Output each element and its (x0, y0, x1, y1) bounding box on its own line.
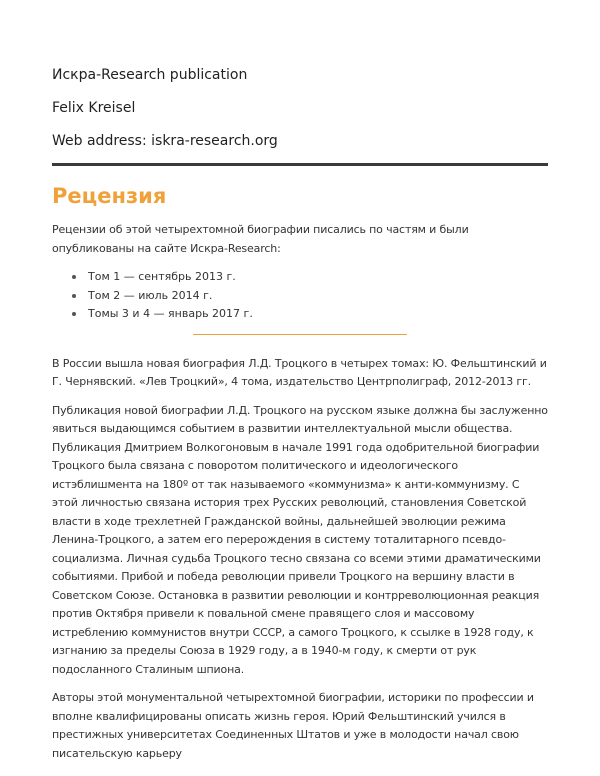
bullet-icon (72, 275, 76, 279)
list-item (72, 268, 548, 287)
body-paragraph: Авторы этой монументальной четырехтомной биографии, историки по профессии и вполне квалифицированы описать жизнь героя. Юрий Фельштинский учился в престижных университетах Соединенных Штатов и уже в молодости начал свою писательскую карьеру (52, 691, 534, 760)
publication-name: Искра-Research publication (52, 67, 248, 83)
body-paragraph: В России вышла новая биография Л.Д. Троцкого в четырех томах: Ю. Фельштинский и Г. Чернявский. «Лев Троцкий», 4 тома, издательство Центрполиграф, 2012-2013 гг. (52, 356, 547, 388)
header-divider (52, 163, 548, 166)
author-name: Felix Kreisel (52, 100, 136, 116)
bullet-icon (72, 312, 76, 316)
volumes-list (52, 268, 548, 324)
bullet-icon (72, 294, 76, 298)
list-item-text: Томы 3 и 4 — январь 2017 г. (88, 307, 253, 320)
web-address: Web address: iskra-research.org (52, 133, 278, 149)
body-paragraph: Публикация новой биографии Л.Д. Троцкого на русском языке должна бы заслуженно явиться выдающимся событием в развитии интеллектуальной мысли общества. Публикация Дмитрием Волкогоновым в начале 1991 года одобрительной биографии Троцкого была связана с поворотом политического и идеологического истэблишмента на 180º от так называемого «коммунизма» к анти-коммунизму. С этой личностью связана история трех Русских революций, становления Советской власти в ходе трехлетней Гражданской войны, дальнейшей эволюции режима Ленина-Троцкого, а затем его перерождения в систему тоталитарного псевдо-социализма. Личная судьба Троцкого тесно связана со всеми этими драматическими событиями. Прибой и победа революции привели Троцкого на вершину власти в Советском Союзе. Остановка в развитии революции и контрреволюционная реакция против Октября привели к повальной смене правящего слоя и массовому истреблению коммунистов внутри СССР, а самого Троцкого, к ссылке в 1928 году, к изгнанию за пределы Союза в 1929 году, а в 1940-м году, к смерти от рук подосланного Сталиным шпиона. (52, 403, 548, 676)
section-divider (193, 334, 407, 335)
list-item (72, 305, 548, 324)
publication-header (52, 0, 548, 151)
article-title: Рецензия (52, 184, 167, 208)
list-item (72, 287, 548, 306)
intro-paragraph: Рецензии об этой четырехтомной биографии писались по частям и были опубликованы на сайте Искра-Research: (52, 223, 469, 255)
list-item-text: Том 1 — сентябрь 2013 г. (88, 270, 236, 283)
list-item-text: Том 2 — июль 2014 г. (88, 288, 213, 302)
